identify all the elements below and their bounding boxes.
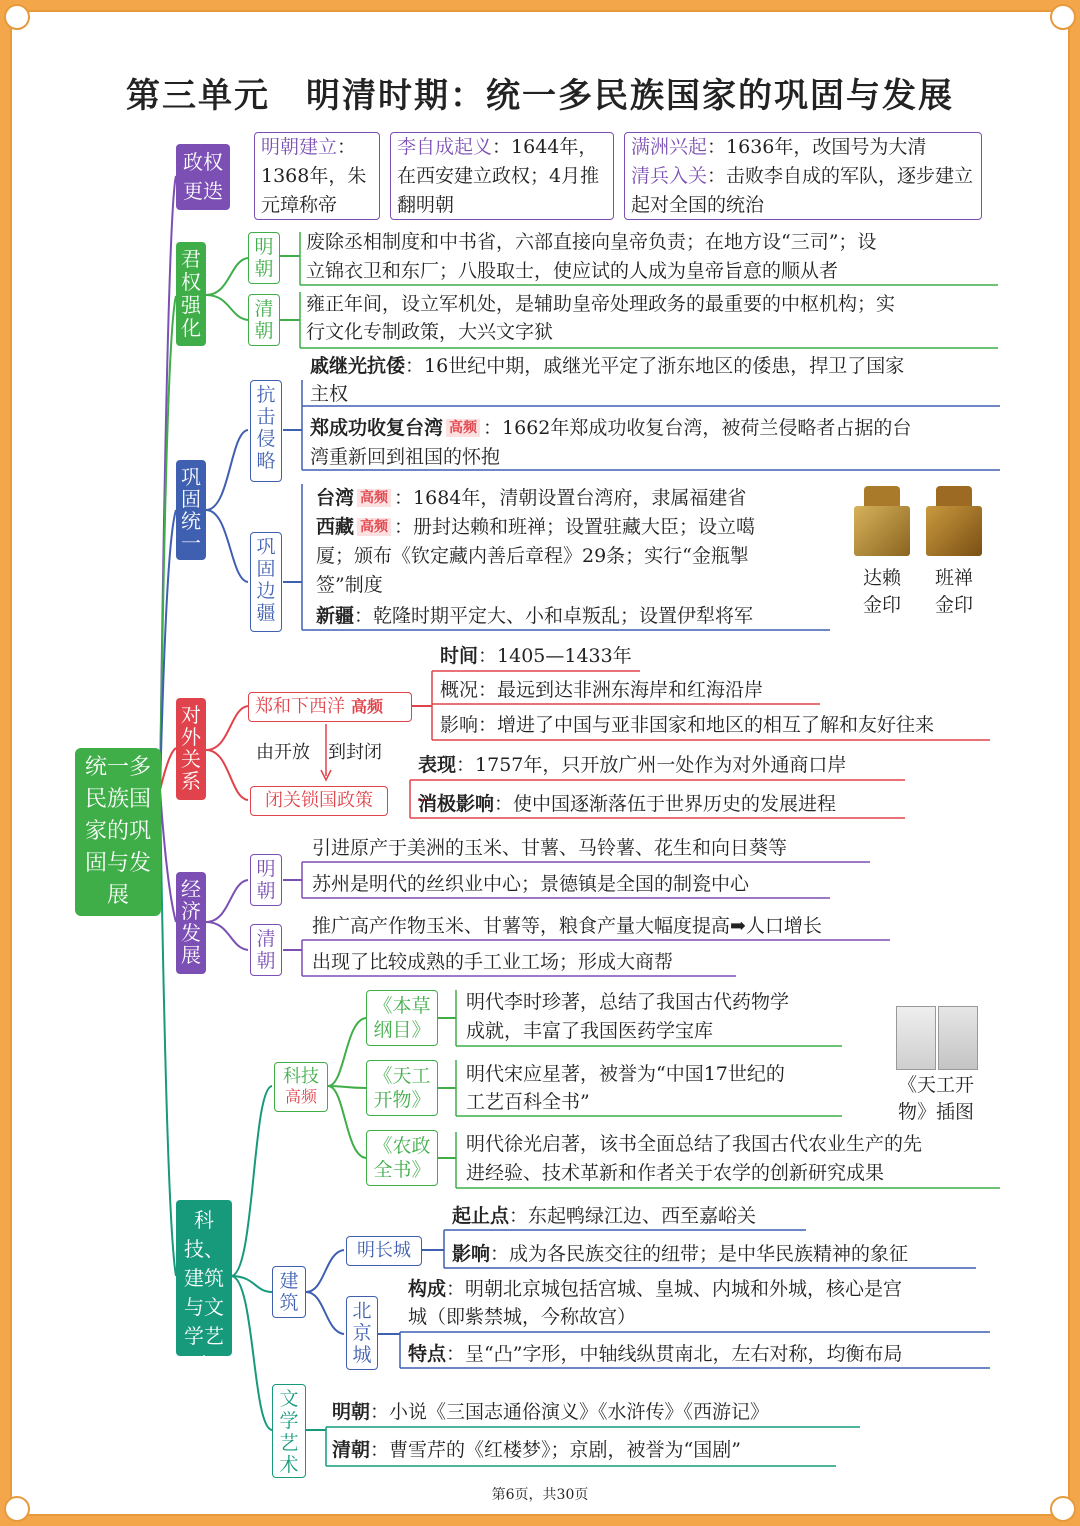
lit-qing xyxy=(332,1436,741,1465)
beijing-feature xyxy=(408,1340,902,1369)
book-name: 《农政 xyxy=(373,1135,431,1157)
tiangong-line2: 工艺百科全书” xyxy=(466,1091,590,1113)
item-body: ：小说《三国志通俗演义》《水浒传》《西游记》 xyxy=(370,1401,770,1423)
item-head: 郑成功收复台湾 xyxy=(310,417,444,439)
power-ming-line2: 立锦衣卫和东厂；八股取士，使应试的人成为皇帝旨意的顺从者 xyxy=(306,260,839,282)
dalai-seal-caption xyxy=(848,565,916,619)
nongzheng-line2: 进经验、技术革新和作者关于农学的创新研究成果 xyxy=(466,1162,885,1184)
zhenghe-time xyxy=(440,642,632,671)
sub-economy-qing: 清朝 xyxy=(250,924,282,976)
economy-ming-line1: 引进原产于美洲的玉米、甘薯、马铃薯、花生和向日葵等 xyxy=(312,837,788,859)
category-power: 君权强化 xyxy=(176,242,206,346)
card-li-zicheng xyxy=(390,132,614,220)
sub-literature: 文学艺术 xyxy=(272,1384,306,1478)
border-xinjiang xyxy=(316,602,753,631)
category-culture: 科技、建筑与文学艺术 xyxy=(176,1200,232,1356)
caption-line: 班禅 xyxy=(934,567,973,589)
category-regime: 政权更迭 xyxy=(176,144,230,210)
panchen-golden-seal-image xyxy=(924,486,984,558)
book-nongzheng xyxy=(366,1130,438,1186)
caption-line: 物》插图 xyxy=(897,1101,974,1123)
power-qing-line2: 行文化专制政策，大兴文字狱 xyxy=(306,321,554,343)
card-body: ：1644年，在西安建立政权；4月推翻明朝 xyxy=(397,136,600,216)
beijing-composition-line2: 城（即紫禁城，今称故宫） xyxy=(408,1306,637,1328)
category-unify: 巩固统一 xyxy=(176,460,206,560)
item-head: 戚继光抗倭 xyxy=(310,355,406,377)
zhenghe-impact xyxy=(440,711,934,740)
item-head: 影响 xyxy=(440,714,479,736)
border-tibet-line1 xyxy=(316,513,755,542)
tiangong-illustration-caption xyxy=(886,1072,986,1126)
card-qing-rise xyxy=(624,132,982,220)
item-body: ：曹雪芹的《红楼梦》；京剧，被誉为“国剧” xyxy=(370,1439,741,1461)
item-head: 时间 xyxy=(440,645,479,667)
book-bencao xyxy=(366,990,438,1046)
item-body: ：使中国逐渐落伍于世界历史的发展进程 xyxy=(494,793,837,815)
sub-tech xyxy=(274,1062,328,1112)
economy-qing-line1: 推广高产作物玉米、甘薯等，粮食产量大幅度提高➡人口增长 xyxy=(312,915,822,937)
wall-range xyxy=(452,1202,756,1231)
card-head: 清兵入关 xyxy=(631,165,708,187)
high-frequency-badge: 高频 xyxy=(446,419,480,437)
lit-ming xyxy=(332,1398,769,1427)
card-body: ：击败李自成的军队，逐步建立起对全国的统治 xyxy=(631,165,974,216)
wall-impact xyxy=(452,1240,908,1269)
item-body: ：最远到达非洲东海岸和红海沿岸 xyxy=(478,679,764,701)
resist-item1-line1 xyxy=(310,352,904,381)
high-frequency-badge: 高频 xyxy=(351,697,384,716)
panchen-seal-caption xyxy=(920,565,988,619)
resist-item1-line2: 主权 xyxy=(310,383,349,405)
card-body: ：1368年，朱元璋称帝 xyxy=(261,136,367,216)
high-frequency-badge: 高频 xyxy=(357,518,391,536)
high-frequency-badge: 高频 xyxy=(284,1087,317,1106)
book-tiangong xyxy=(366,1060,438,1116)
resist-item2-line2: 湾重新回到祖国的怀抱 xyxy=(310,446,501,468)
caption-line: 金印 xyxy=(934,594,973,616)
sub-great-wall: 明长城 xyxy=(346,1236,422,1266)
sub-economy-ming: 明朝 xyxy=(250,854,282,906)
page-number: 第6页，共30页 xyxy=(491,1487,589,1503)
card-body: ：1636年，改国号为大清 xyxy=(707,136,927,158)
border-tibet-line2: 厦；颁布《钦定藏内善后章程》29条；实行“金瓶掣 xyxy=(316,545,749,567)
item-body: ：册封达赖和班禅；设置驻藏大臣；设立噶 xyxy=(394,516,756,538)
bencao-line2: 成就，丰富了我国医药学宝库 xyxy=(466,1020,714,1042)
sub-resist: 抗击侵略 xyxy=(250,380,282,482)
item-head: 影响 xyxy=(452,1243,491,1265)
item-body: ：增进了中国与亚非国家和地区的相互了解和友好往来 xyxy=(478,714,935,736)
book-name: 《本草 xyxy=(373,995,431,1017)
caption-line: 金印 xyxy=(862,594,901,616)
tiangong-illustration-page-image xyxy=(938,1006,978,1070)
item-head: 起止点 xyxy=(452,1205,510,1227)
economy-ming-line2: 苏州是明代的丝织业中心；景德镇是全国的制瓷中心 xyxy=(312,873,750,895)
power-ming-line1: 废除丞相制度和中书省，六部直接向皇帝负责；在地方设“三司”；设 xyxy=(306,231,877,253)
item-body: ：呈“凸”字形，中轴线纵贯南北，左右对称，均衡布局 xyxy=(446,1343,903,1365)
item-head: 特点 xyxy=(408,1343,447,1365)
sub-label: 郑和下西洋 xyxy=(255,696,345,717)
closed-negative xyxy=(418,790,836,819)
sub-beijing: 北京城 xyxy=(346,1296,378,1370)
card-ming-founding xyxy=(254,132,380,220)
item-head: 清朝 xyxy=(332,1439,371,1461)
root-node: 统一多民族国家的巩固与发展 xyxy=(75,748,161,916)
page-title: 第三单元 明清时期：统一多民族国家的巩固与发展 xyxy=(126,76,954,116)
sub-zhenghe xyxy=(248,692,412,722)
item-body: ：乾隆时期平定大、小和卓叛乱；设置伊犁将军 xyxy=(354,605,754,627)
border-tibet-line3: 签”制度 xyxy=(316,574,383,596)
resist-item2-line1 xyxy=(310,414,911,443)
item-head: 西藏 xyxy=(316,516,355,538)
economy-qing-line2: 出现了比较成熟的手工业工场；形成大商帮 xyxy=(312,951,674,973)
zhenghe-overview xyxy=(440,676,763,705)
book-name: 《天工 xyxy=(373,1065,431,1087)
high-frequency-badge: 高频 xyxy=(357,489,391,507)
sub-qing: 清朝 xyxy=(248,294,280,346)
open-to-closed-note: 由开放 到封闭 xyxy=(256,742,382,763)
item-body: ：16世纪中期，戚继光平定了浙东地区的倭患，捍卫了国家 xyxy=(405,355,905,377)
book-name: 开物》 xyxy=(373,1089,431,1111)
item-head: 概况 xyxy=(440,679,479,701)
caption-line: 达赖 xyxy=(862,567,901,589)
item-body: ：成为各民族交往的纽带；是中华民族精神的象征 xyxy=(490,1243,909,1265)
category-foreign: 对外关系 xyxy=(176,698,206,800)
sub-label: 科技 xyxy=(283,1066,319,1087)
sub-closed-policy: 闭关锁国政策 xyxy=(250,786,388,816)
item-body: ：1684年，清朝设置台湾府，隶属福建省 xyxy=(394,487,747,509)
card-head: 李自成起义 xyxy=(397,136,493,158)
dalai-golden-seal-image xyxy=(852,486,912,558)
border-taiwan xyxy=(316,484,746,513)
nongzheng-line1: 明代徐光启著，该书全面总结了我国古代农业生产的先 xyxy=(466,1133,923,1155)
item-body: ：东起鸭绿江边、西至嘉峪关 xyxy=(509,1205,757,1227)
sub-architecture: 建筑 xyxy=(272,1266,306,1318)
item-body: ：明朝北京城包括宫城、皇城、内城和外城，核心是宫 xyxy=(446,1278,903,1300)
item-head: 表现 xyxy=(418,754,457,776)
item-head: 构成 xyxy=(408,1278,447,1300)
card-head: 满洲兴起 xyxy=(631,136,708,158)
book-name: 纲目》 xyxy=(373,1019,431,1041)
card-head: 明朝建立 xyxy=(261,136,338,158)
power-qing-line1: 雍正年间，设立军机处，是辅助皇帝处理政务的最重要的中枢机构；实 xyxy=(306,293,896,315)
item-head: 新疆 xyxy=(316,605,355,627)
item-body: ：1405—1433年 xyxy=(478,645,632,667)
item-head: 台湾 xyxy=(316,487,355,509)
item-head: 消极影响 xyxy=(418,793,495,815)
caption-line: 《天工开 xyxy=(897,1074,974,1096)
book-name: 全书》 xyxy=(373,1159,431,1181)
tiangong-illustration-page-image xyxy=(896,1006,936,1070)
item-head: 明朝 xyxy=(332,1401,371,1423)
tiangong-line1: 明代宋应星著，被誉为“中国17世纪的 xyxy=(466,1063,785,1085)
bencao-line1: 明代李时珍著，总结了我国古代药物学 xyxy=(466,991,790,1013)
closed-show xyxy=(418,751,846,780)
item-body: ：1757年，只开放广州一处作为对外通商口岸 xyxy=(456,754,847,776)
beijing-composition-line1 xyxy=(408,1275,902,1304)
category-economy: 经济发展 xyxy=(176,872,206,974)
sub-ming: 明朝 xyxy=(248,232,280,284)
item-body: ：1662年郑成功收复台湾，被荷兰侵略者占据的台 xyxy=(483,417,912,439)
sub-border: 巩固边疆 xyxy=(250,532,282,632)
